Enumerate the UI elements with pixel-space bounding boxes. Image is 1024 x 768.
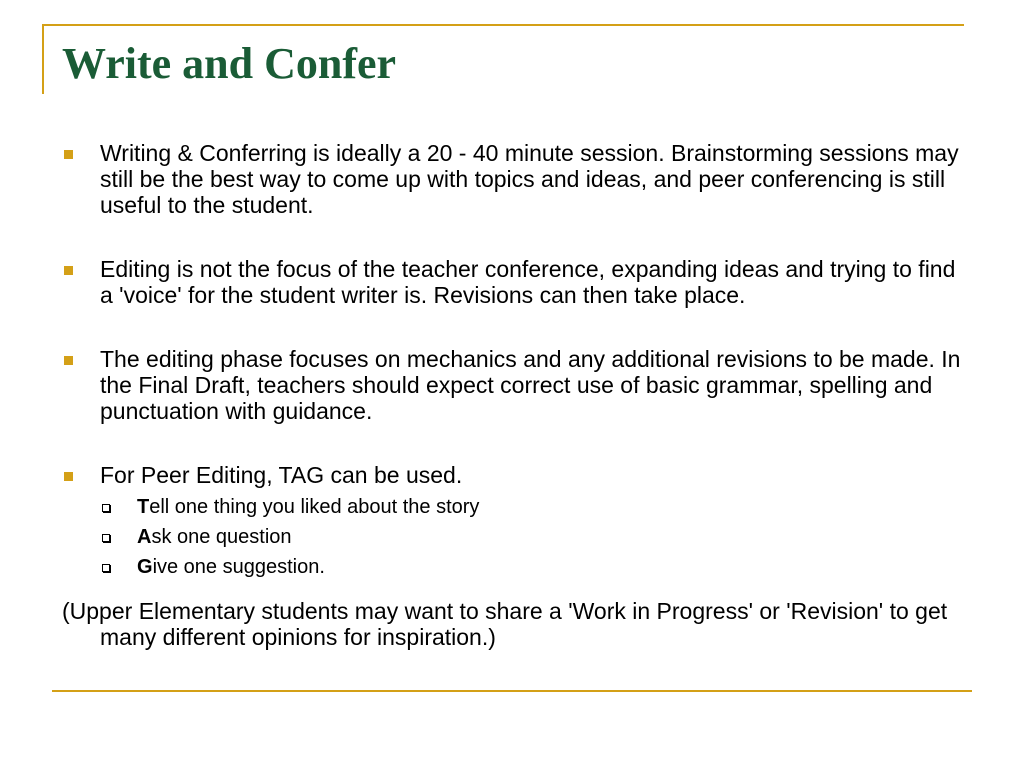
hollow-square-bullet-icon [102, 564, 110, 572]
bullet-text: The editing phase focuses on mechanics and any additional revisions to be made. In the Final Draft, teachers should expect correct use of basic grammar, spelling and punctuation with guidance. [100, 346, 961, 424]
slide-title: Write and Confer [62, 39, 397, 88]
bullet-item [62, 346, 962, 424]
bullet-text: Editing is not the focus of the teacher conference, expanding ideas and trying to find a 'voice' for the student writer is. Revisions can then take place. [100, 256, 956, 308]
square-bullet-icon [64, 472, 73, 481]
sub-bullet-text: ive one suggestion. [152, 556, 325, 578]
sub-bullet-text: sk one question [151, 526, 292, 548]
sub-bullet-item [100, 492, 962, 522]
bullet-item [62, 462, 962, 582]
sub-bullet-item [100, 552, 962, 582]
bullet-item [62, 140, 962, 218]
hollow-square-bullet-icon [102, 534, 110, 542]
hollow-square-bullet-icon [102, 504, 110, 512]
tag-initial: A [137, 526, 152, 548]
bullet-list [62, 140, 962, 582]
square-bullet-icon [64, 356, 73, 365]
bullet-text: For Peer Editing, TAG can be used. [100, 462, 463, 488]
sub-bullet-item [100, 522, 962, 552]
tag-initial: G [137, 556, 153, 578]
slide-content [62, 140, 962, 650]
square-bullet-icon [64, 266, 73, 275]
square-bullet-icon [64, 150, 73, 159]
frame-top-line [42, 24, 964, 26]
bullet-item [62, 256, 962, 308]
sub-bullet-list [100, 492, 962, 582]
sub-bullet-text: ell one thing you liked about the story [149, 496, 480, 518]
bullet-text: Writing & Conferring is ideally a 20 - 40 minute session. Brainstorming sessions may still be the best way to come up with topics and ideas, and peer conferencing is still useful to the student. [100, 140, 959, 218]
closing-note: (Upper Elementary students may want to share a 'Work in Progress' or 'Revision' to get many different opinions for inspiration.) [62, 598, 948, 650]
frame-bottom-line [52, 690, 972, 692]
frame-left-line [42, 24, 44, 94]
tag-initial: T [137, 496, 150, 518]
